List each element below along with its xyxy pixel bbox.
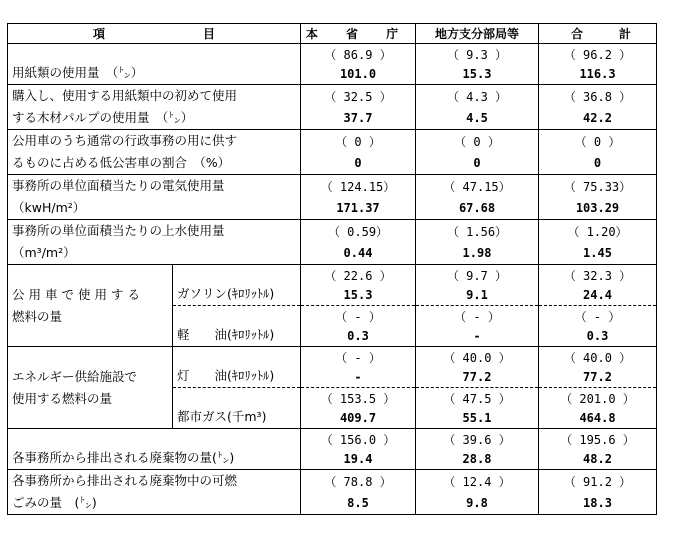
cell-prev: （ 9.3 ） <box>416 44 539 65</box>
cell-prev: （ 78.8 ） <box>301 470 416 493</box>
cell-curr: 0 <box>416 152 539 175</box>
table-row <box>8 220 657 243</box>
cell-curr: 67.68 <box>416 197 539 220</box>
table-row <box>8 347 657 368</box>
table-row <box>8 470 657 493</box>
cell-curr: 1.98 <box>416 242 539 265</box>
cell-curr: 42.2 <box>539 107 657 130</box>
header-total: 合 計 <box>539 24 657 44</box>
cell-prev: （ 201.0 ） <box>539 388 657 409</box>
table-row <box>8 429 657 450</box>
cell-curr: 24.4 <box>539 285 657 306</box>
cell-prev: （ 1.20） <box>539 220 657 243</box>
cell-prev: （ - ） <box>301 347 416 368</box>
cell-curr: 15.3 <box>416 64 539 85</box>
cell-curr: 8.5 <box>301 492 416 515</box>
row-label-line2: する木材パルプの使用量 （㌧） <box>8 107 301 130</box>
group-label-energy: エネルギー供給施設で 使用する燃料の量 <box>8 347 173 429</box>
cell-curr: 1.45 <box>539 242 657 265</box>
sub-label-diesel: 軽 油(ｷﾛﾘｯﾄﾙ) <box>173 306 301 347</box>
cell-curr: 48.2 <box>539 449 657 470</box>
cell-curr: 101.0 <box>301 64 416 85</box>
cell-prev: （ 86.9 ） <box>301 44 416 65</box>
cell-curr: 171.37 <box>301 197 416 220</box>
cell-prev: （ 0.59） <box>301 220 416 243</box>
cell-prev: （ 47.5 ） <box>416 388 539 409</box>
table-row <box>8 197 657 220</box>
cell-prev: （ 47.15） <box>416 175 539 198</box>
cell-curr: 28.8 <box>416 449 539 470</box>
group-label-fuel: 公用車で使用する 燃料の量 <box>8 265 173 347</box>
cell-prev: （ 22.6 ） <box>301 265 416 286</box>
cell-prev: （ 156.0 ） <box>301 429 416 450</box>
cell-prev: （ - ） <box>416 306 539 327</box>
sub-label-kerosene: 灯 油(ｷﾛﾘｯﾄﾙ) <box>173 347 301 388</box>
cell-prev: （ 96.2 ） <box>539 44 657 65</box>
cell-curr: 15.3 <box>301 285 416 306</box>
table-row <box>8 44 657 65</box>
cell-prev: （ 153.5 ） <box>301 388 416 409</box>
cell-curr: 0.44 <box>301 242 416 265</box>
table-row <box>8 152 657 175</box>
cell-prev: （ - ） <box>301 306 416 327</box>
row-label-line1: 各事務所から排出される廃棄物中の可燃 <box>12 473 238 488</box>
row-label-line1: 事務所の単位面積当たりの上水使用量 <box>12 223 225 238</box>
cell-prev: （ 124.15） <box>301 175 416 198</box>
table-row <box>8 492 657 515</box>
header-honsho: 本 省 庁 <box>301 24 416 44</box>
cell-prev: （ 0 ） <box>416 130 539 153</box>
cell-curr: - <box>301 367 416 388</box>
cell-curr: 37.7 <box>301 107 416 130</box>
header-chiho: 地方支分部局等 <box>416 24 539 44</box>
cell-curr: 77.2 <box>539 367 657 388</box>
table-row <box>8 130 657 153</box>
header-item: 項 目 <box>8 24 301 44</box>
cell-curr: 19.4 <box>301 449 416 470</box>
cell-prev: （ 9.7 ） <box>416 265 539 286</box>
cell-prev: （ 36.8 ） <box>539 85 657 108</box>
cell-prev: （ 75.33） <box>539 175 657 198</box>
row-label-line1: 公用車のうち通常の行政事務の用に供す <box>12 133 238 148</box>
cell-prev: （ 0 ） <box>301 130 416 153</box>
cell-curr: 0 <box>539 152 657 175</box>
cell-prev: （ 32.3 ） <box>539 265 657 286</box>
cell-curr: 103.29 <box>539 197 657 220</box>
table-row <box>8 85 657 108</box>
cell-curr: 116.3 <box>539 64 657 85</box>
cell-curr: - <box>416 326 539 347</box>
row-label: 用紙類の使用量 （㌧） <box>8 44 301 85</box>
row-label-line1: 事務所の単位面積当たりの電気使用量 <box>12 178 225 193</box>
cell-prev: （ 1.56） <box>416 220 539 243</box>
cell-prev: （ 40.0 ） <box>416 347 539 368</box>
cell-prev: （ 4.3 ） <box>416 85 539 108</box>
cell-prev: （ 12.4 ） <box>416 470 539 493</box>
row-label: 各事務所から排出される廃棄物の量(㌧) <box>8 429 301 470</box>
cell-prev: （ 39.6 ） <box>416 429 539 450</box>
header-row <box>8 24 657 44</box>
row-label-line1: 購入し、使用する用紙類中の初めて使用 <box>12 88 238 103</box>
cell-curr: 55.1 <box>416 408 539 429</box>
row-label-line2: （m³/m²） <box>8 242 301 265</box>
cell-curr: 9.8 <box>416 492 539 515</box>
cell-curr: 409.7 <box>301 408 416 429</box>
table-row <box>8 242 657 265</box>
table-row <box>8 175 657 198</box>
cell-curr: 0.3 <box>539 326 657 347</box>
environment-data-table <box>7 23 657 515</box>
cell-prev: （ - ） <box>539 306 657 327</box>
row-label-line2: （kwH/m²） <box>8 197 301 220</box>
cell-curr: 0 <box>301 152 416 175</box>
cell-prev: （ 195.6 ） <box>539 429 657 450</box>
sub-label-citygas: 都市ガス(千m³) <box>173 388 301 429</box>
cell-prev: （ 40.0 ） <box>539 347 657 368</box>
cell-curr: 464.8 <box>539 408 657 429</box>
cell-prev: （ 91.2 ） <box>539 470 657 493</box>
cell-curr: 4.5 <box>416 107 539 130</box>
table-row <box>8 107 657 130</box>
cell-prev: （ 32.5 ） <box>301 85 416 108</box>
sub-label-gasoline: ガソリン(ｷﾛﾘｯﾄﾙ) <box>173 265 301 306</box>
cell-curr: 77.2 <box>416 367 539 388</box>
cell-curr: 9.1 <box>416 285 539 306</box>
cell-prev: （ 0 ） <box>539 130 657 153</box>
table-row <box>8 265 657 286</box>
row-label-line2: ごみの量 (㌧) <box>12 495 97 510</box>
cell-curr: 0.3 <box>301 326 416 347</box>
cell-curr: 18.3 <box>539 492 657 515</box>
row-label-line2: るものに占める低公害車の割合 （%） <box>8 152 301 175</box>
